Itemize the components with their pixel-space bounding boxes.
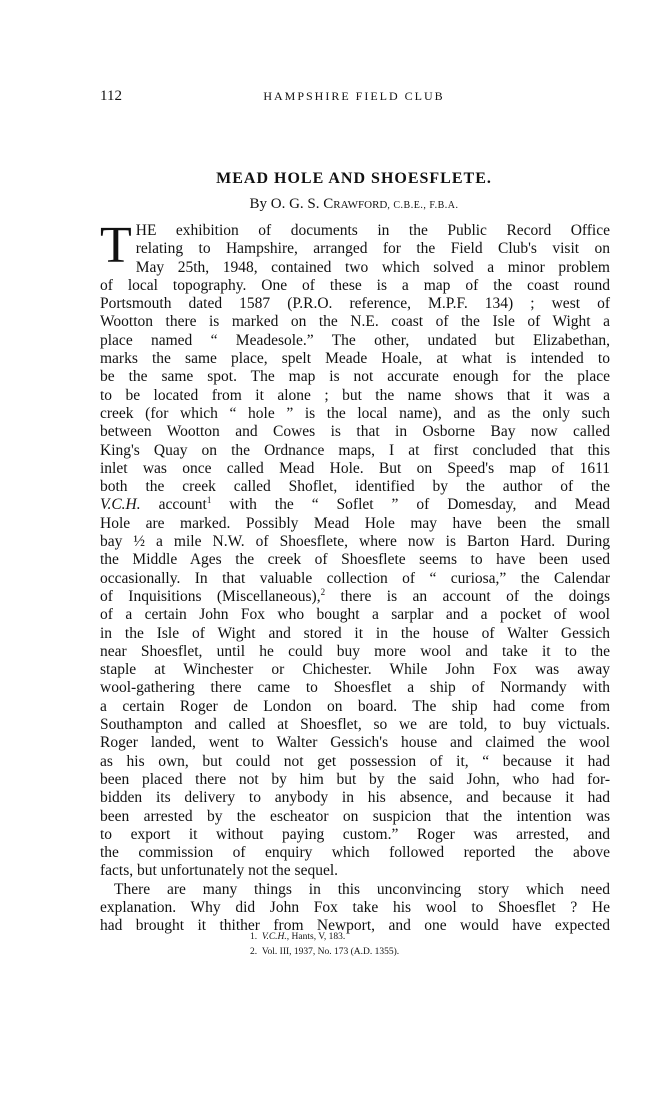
text-line: There are many things in this unconvincing story which need [114,880,610,898]
text-line: wool-gathering there came to Shoesflet a ship of Normandy with [100,679,610,697]
article-title: MEAD HOLE AND SHOESFLETE. [216,170,492,187]
text-line: inlet was once called Mead Hole. But on Speed's map of 1611 [100,459,610,477]
footnotes [250,930,399,960]
text-line: King's Quay on the Ordnance maps, I at first concluded that this [100,441,610,459]
text-line: place named “ Meadesole.” The other, undated but Elizabethan, [100,331,610,349]
author-surname: Crawford [323,196,388,212]
text-line: near Shoesflet, until he could buy more wool and take it to the [100,642,610,660]
text-line: the Middle Ages the creek of Shoesflete seems to have been used [100,551,610,569]
text-line: facts, but unfortunately not the sequel. [100,862,339,880]
text-line: the commission of enquiry which followed reported the above [100,844,610,862]
text-line: of local topography. One of these is a map of the coast round [100,276,610,294]
text-line: occasionally. In that valuable collection of “ curiosa,” the Calendar [100,569,610,587]
text-line: relating to Hampshire, arranged for the Field Club's visit on [135,240,610,258]
text-line: HE exhibition of documents in the Public Record Office [135,222,610,239]
page-number: 112 [100,88,122,104]
footnote-2 [250,945,399,960]
vch-text: account [140,496,207,514]
footnote-ref-1: 1 [206,495,212,506]
byline-prefix: By O. G. S. [249,196,320,212]
text-line: Hole are marked. Possibly Mead Hole may have been the small [100,514,610,532]
text-line: be the same spot. The map is not accurate enough for the place [100,368,610,386]
text-line: Wootton there is marked on the N.E. coast of the Isle of Wight a [100,313,610,331]
page-header [100,88,608,108]
text-line: as his own, but could not get possession of it, “ because it had [100,752,610,770]
running-head: HAMPSHIRE FIELD CLUB [263,89,445,103]
footnote-number: 1. [250,932,258,942]
author-credentials: , C.B.E., F.B.A. [387,200,459,211]
vch-abbrev: V.C.H. [100,496,141,514]
footnote-text: Vol. III, 1937, No. 173 (A.D. 1355). [261,947,400,957]
article-body [100,217,610,936]
text-line: a certain Roger de London on board. The ship had come from [100,697,610,715]
inq-text-rest: there is an account of the doings [325,587,610,605]
text-line: Roger landed, went to Walter Gessich's house and claimed the wool [100,734,610,752]
inq-text: of Inquisitions (Miscellaneous), [100,587,321,605]
text-line: both the creek called Shoflet, identified by the author of the [100,478,610,496]
text-line: in the Isle of Wight and stored it in the house of Walter Gessich [100,624,610,642]
text-line: bidden its delivery to anybody in his absence, and because it had [100,789,610,807]
text-line: creek (for which “ hole ” is the local name), and as the only such [100,404,610,422]
paragraph-2 [100,881,610,936]
text-line: May 25th, 1948, contained two which solved a minor problem [135,258,610,276]
footnote-text: , Hants, V, 183. [286,932,346,942]
footnote-title: V.C.H. [261,932,287,942]
text-line: to export it without paying custom.” Roger was arrested, and [100,825,610,843]
drop-cap: T [100,217,132,274]
footnote-number: 2. [250,947,258,957]
text-line: had brought it thither from Newport, and one would have expected [100,917,610,935]
text-line: staple at Winchester or Chichester. While John Fox was away [100,661,610,679]
text-line: marks the same place, spelt Meade Hoale, at what is intended to [100,350,610,368]
footnote-1 [250,930,399,945]
paragraph-1 [100,217,610,881]
footnote-ref-2: 2 [320,586,326,597]
text-line: been arrested by the escheator on suspicion that the intention was [100,807,610,825]
text-line: explanation. Why did John Fox take his wool to Shoesflet ? He [100,898,610,916]
text-line: Portsmouth dated 1587 (P.R.O. reference, M.P.F. 134) ; west of [100,295,610,313]
text-line-vch [100,496,610,514]
text-line: Southampton and called at Shoesflet, so we are told, to buy victuals. [100,716,610,734]
text-line: of a certain John Fox who bought a sarplar and a pocket of wool [100,606,610,624]
byline [100,196,608,213]
text-line: bay ½ a mile N.W. of Shoesflete, where now is Barton Hard. During [100,533,610,551]
text-line: been placed there not by him but by the said John, who had for- [100,770,610,788]
text-line-inquisitions [100,588,610,606]
text-line: to be located from it alone ; but the name shows that it was a [100,386,610,404]
text-line: between Wootton and Cowes is that in Osborne Bay now called [100,423,610,441]
vch-text-rest: with the “ Soflet ” of Domesday, and Mead [211,496,610,514]
